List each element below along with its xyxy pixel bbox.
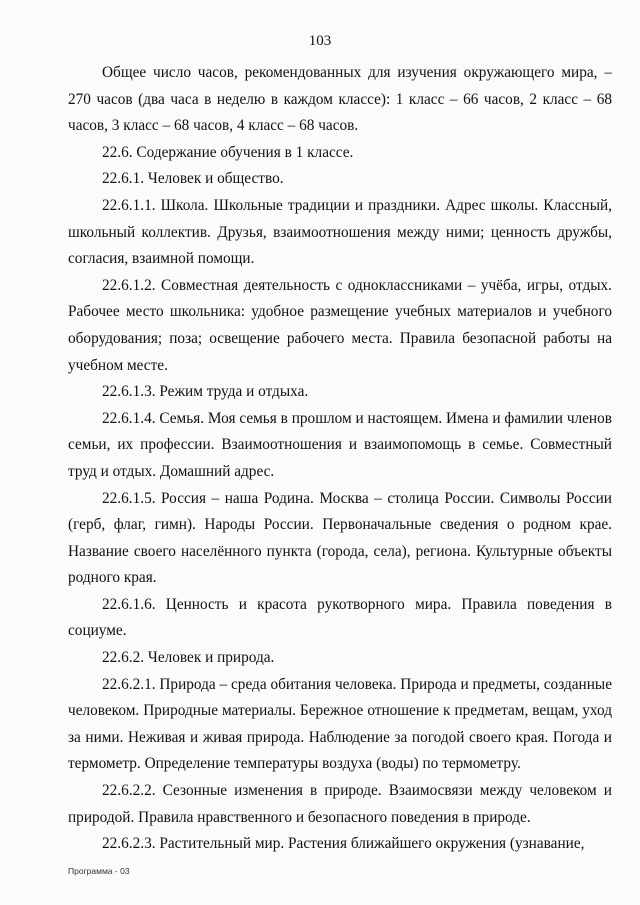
document-body [68, 60, 612, 858]
paragraph-22-6-2-2: 22.6.2.2. Сезонные изменения в природе. Взаимосвязи между человеком и природой. Правила нравственного и безопасного поведения в природе. [68, 782, 612, 826]
paragraph-22-6-1-6: 22.6.1.6. Ценность и красота рукотворного мира. Правила поведения в социуме. [68, 595, 612, 640]
paragraph-22-6-1-1: 22.6.1.1. Школа. Школьные традиции и праздники. Адрес школы. Классный, школьный коллектив. Друзья, взаимоотношения между ними; ценность дружбы, согласия, взаимной помощи. [68, 196, 612, 268]
paragraph-22-6-2: 22.6.2. Человек и природа. [102, 649, 275, 667]
paragraph-22-6-1-2: 22.6.1.2. Совместная деятельность с одноклассниками – учёба, игры, отдых. Рабочее место школьника: удобное размещение учебных материалов и учебного оборудования; поза; освещение рабочего места. Правила безопасной работы на учебном месте. [68, 276, 612, 374]
page-number: 103 [308, 33, 332, 49]
paragraph-22-6-2-1: 22.6.2.1. Природа – среда обитания человека. Природа и предметы, созданные человеком. Природные материалы. Бережное отношение к предметам, вещам, уход за ними. Неживая и живая природа. Наблюдение за погодой своего края. Погода и термометр. Определение температуры воздуха (воды) по термометру. [68, 675, 612, 773]
paragraph-22-6-1-3: 22.6.1.3. Режим труда и отдыха. [102, 383, 309, 401]
paragraph-hours: Общее число часов, рекомендованных для изучения окружающего мира, – 270 часов (два часа в неделю в каждом классе): 1 класс – 66 часов, 2 класс – 68 часов, 3 класс – 68 часов, 4 класс – 68 часов. [68, 64, 612, 135]
paragraph-22-6-1-4: 22.6.1.4. Семья. Моя семья в прошлом и настоящем. Имена и фамилии членов семьи, их профессии. Взаимоотношения и взаимопомощь в семье. Совместный труд и отдых. Домашний адрес. [68, 409, 612, 480]
paragraph-22-6-1-5: 22.6.1.5. Россия – наша Родина. Москва – столица России. Символы России (герб, флаг, гимн). Народы России. Первоначальные сведения о родном крае. Название своего населённого пункта (города, села), региона. Культурные объекты родного края. [68, 489, 612, 587]
paragraph-22-6: 22.6. Содержание обучения в 1 классе. [102, 143, 354, 161]
footer-label: Программа - 03 [68, 866, 130, 876]
paragraph-22-6-2-3: 22.6.2.3. Растительный мир. Растения ближайшего окружения (узнавание, [102, 835, 585, 853]
paragraph-22-6-1: 22.6.1. Человек и общество. [102, 170, 284, 188]
